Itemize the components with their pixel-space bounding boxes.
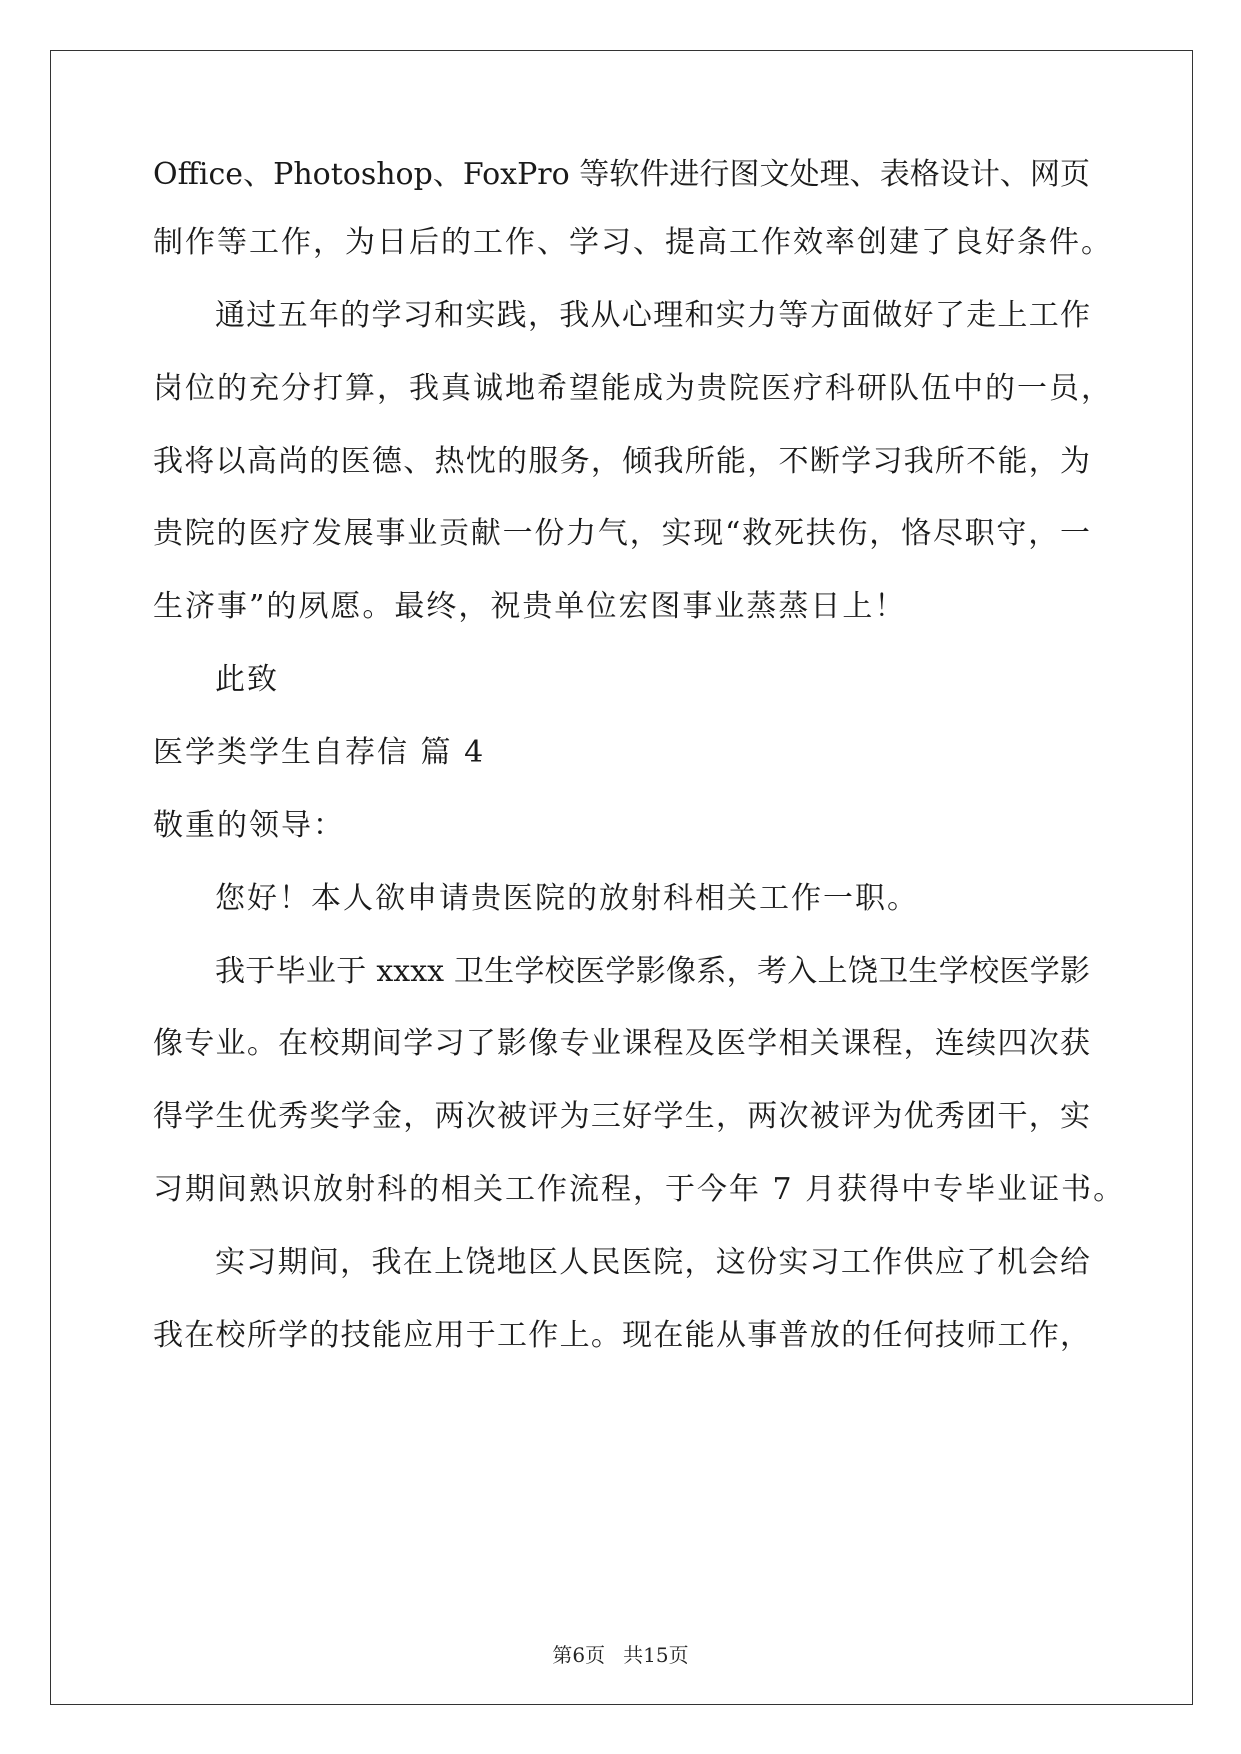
page-footer xyxy=(0,1643,1241,1667)
body-text-line: 您好！本人欲申请贵医院的放射科相关工作一职。 xyxy=(215,881,919,916)
body-text-line: 岗位的充分打算，我真诚地希望能成为贵院医疗科研队伍中的一员， xyxy=(153,371,1113,406)
body-text-line: 习期间熟识放射科的相关工作流程，于今年 7 月获得中专毕业证书。 xyxy=(153,1172,1126,1207)
body-text-line: 我于毕业于 xxxx 卫生学校医学影像系，考入上饶卫生学校医学影 xyxy=(215,954,1090,989)
body-text-line: 通过五年的学习和实践，我从心理和实力等方面做好了走上工作 xyxy=(215,298,1090,333)
letter-greeting: 敬重的领导： xyxy=(153,808,345,843)
salutation-closing: 此致 xyxy=(215,662,279,697)
body-text-line: 得学生优秀奖学金，两次被评为三好学生，两次被评为优秀团干，实 xyxy=(153,1099,1090,1134)
body-text-line: 制作等工作，为日后的工作、学习、提高工作效率创建了良好条件。 xyxy=(153,225,1113,260)
body-text-line: 我将以高尚的医德、热忱的服务，倾我所能，不断学习我所不能，为 xyxy=(153,444,1090,479)
body-text-line: 贵院的医疗发展事业贡献一份力气，实现“救死扶伤，恪尽职守，一 xyxy=(153,516,1090,551)
body-text-line: 像专业。在校期间学习了影像专业课程及医学相关课程，连续四次获 xyxy=(153,1026,1090,1061)
body-text-line: Office、Photoshop、FoxPro 等软件进行图文处理、表格设计、网页 xyxy=(153,157,1090,192)
body-text-line: 生济事”的夙愿。最终，祝贵单位宏图事业蒸蒸日上！ xyxy=(153,589,907,624)
section-heading: 医学类学生自荐信 篇 4 xyxy=(153,735,486,770)
page-number: 第6页 xyxy=(552,1643,606,1667)
body-text-line: 我在校所学的技能应用于工作上。现在能从事普放的任何技师工作， xyxy=(153,1318,1090,1353)
page-total: 共15页 xyxy=(623,1643,689,1667)
body-text-line: 实习期间，我在上饶地区人民医院，这份实习工作供应了机会给 xyxy=(215,1245,1090,1280)
